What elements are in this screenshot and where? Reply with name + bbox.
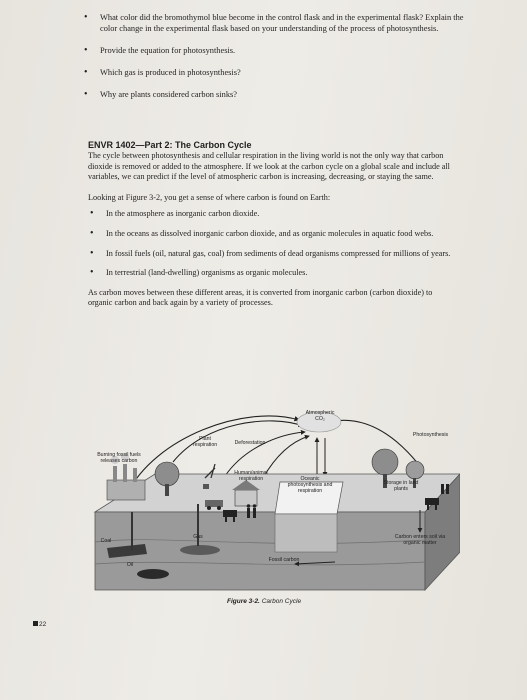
plant-respiration-label: Plant respiration <box>192 436 218 448</box>
page-marker-icon <box>33 621 38 626</box>
question-item: • Provide the equation for photosynthesis. <box>84 45 464 56</box>
carbon-location-list <box>88 209 458 278</box>
carbon-cycle-section <box>88 140 458 319</box>
ocean-depth <box>275 514 337 552</box>
deforestation-label: Deforestation <box>234 440 266 446</box>
intro-paragraph: The cycle between photosynthesis and cellular respiration in the living world is not the only way that carbon dioxide is removed or added to the atmosphere. If we look at the carbon cycle on a global scale and include all variables, we can predict if the level of atmospheric carbon is increasing, decreasing, or staying the same. <box>88 151 450 182</box>
location-item: • In fossil fuels (oil, natural gas, coal) from sediments of dead organisms compressed for millions of years. <box>88 249 458 260</box>
photosynthesis-label: Photosynthesis <box>412 432 449 438</box>
figure-caption <box>227 598 301 605</box>
human-animal-respiration-label: Human/animal respiration <box>234 470 268 482</box>
coal-label: Coal <box>100 538 112 544</box>
gas-pocket <box>180 545 220 555</box>
page-number: 22 <box>33 621 46 628</box>
section-title: ENVR 1402—Part 2: The Carbon Cycle <box>88 140 252 150</box>
question-list <box>84 12 464 111</box>
gas-label: Gas <box>193 534 203 540</box>
lead-sentence: Looking at Figure 3-2, you get a sense of where carbon is found on Earth: <box>88 192 331 202</box>
fossil-carbon-label: Fossil carbon <box>268 557 300 563</box>
location-item: • In the atmosphere as inorganic carbon dioxide. <box>88 209 458 220</box>
atmosphere-label: Atmospheric CO₂ <box>305 410 335 422</box>
caption-text: Carbon Cycle <box>261 598 302 605</box>
question-item: • What color did the bromothymol blue become in the control flask and in the experimental flask? Explain the color change in the experimental flask based on your understanding of the process of photosynthesis. <box>84 12 464 34</box>
soil-label: Carbon enters soil via organic matter <box>394 534 446 546</box>
drill-shaft <box>131 512 133 550</box>
carbon-cycle-figure <box>85 392 460 597</box>
location-item: • In terrestrial (land-dwelling) organisms as organic molecules. <box>88 268 458 279</box>
caption-number: Figure 3-2. <box>227 598 260 605</box>
burning-fossil-fuels-label: Burning fossil fuels releases carbon <box>97 452 141 464</box>
oil-pocket <box>137 569 169 579</box>
question-item: • Which gas is produced in photosynthesis? <box>84 67 464 78</box>
closing-paragraph: As carbon moves between these different areas, it is converted from inorganic carbon (carbon dioxide) to organic carbon and back again by a variety of processes. <box>88 287 433 308</box>
location-item: • In the oceans as dissolved inorganic carbon dioxide, and as organic molecules in aquatic food webs. <box>88 229 458 240</box>
oil-label: Oil <box>126 562 134 568</box>
question-item: • Why are plants considered carbon sinks? <box>84 89 464 100</box>
carbon-cycle-diagram <box>85 392 460 597</box>
storage-label: Storage in land plants <box>383 480 419 492</box>
oceanic-label: Oceanic photosynthesis and respiration <box>287 476 333 494</box>
